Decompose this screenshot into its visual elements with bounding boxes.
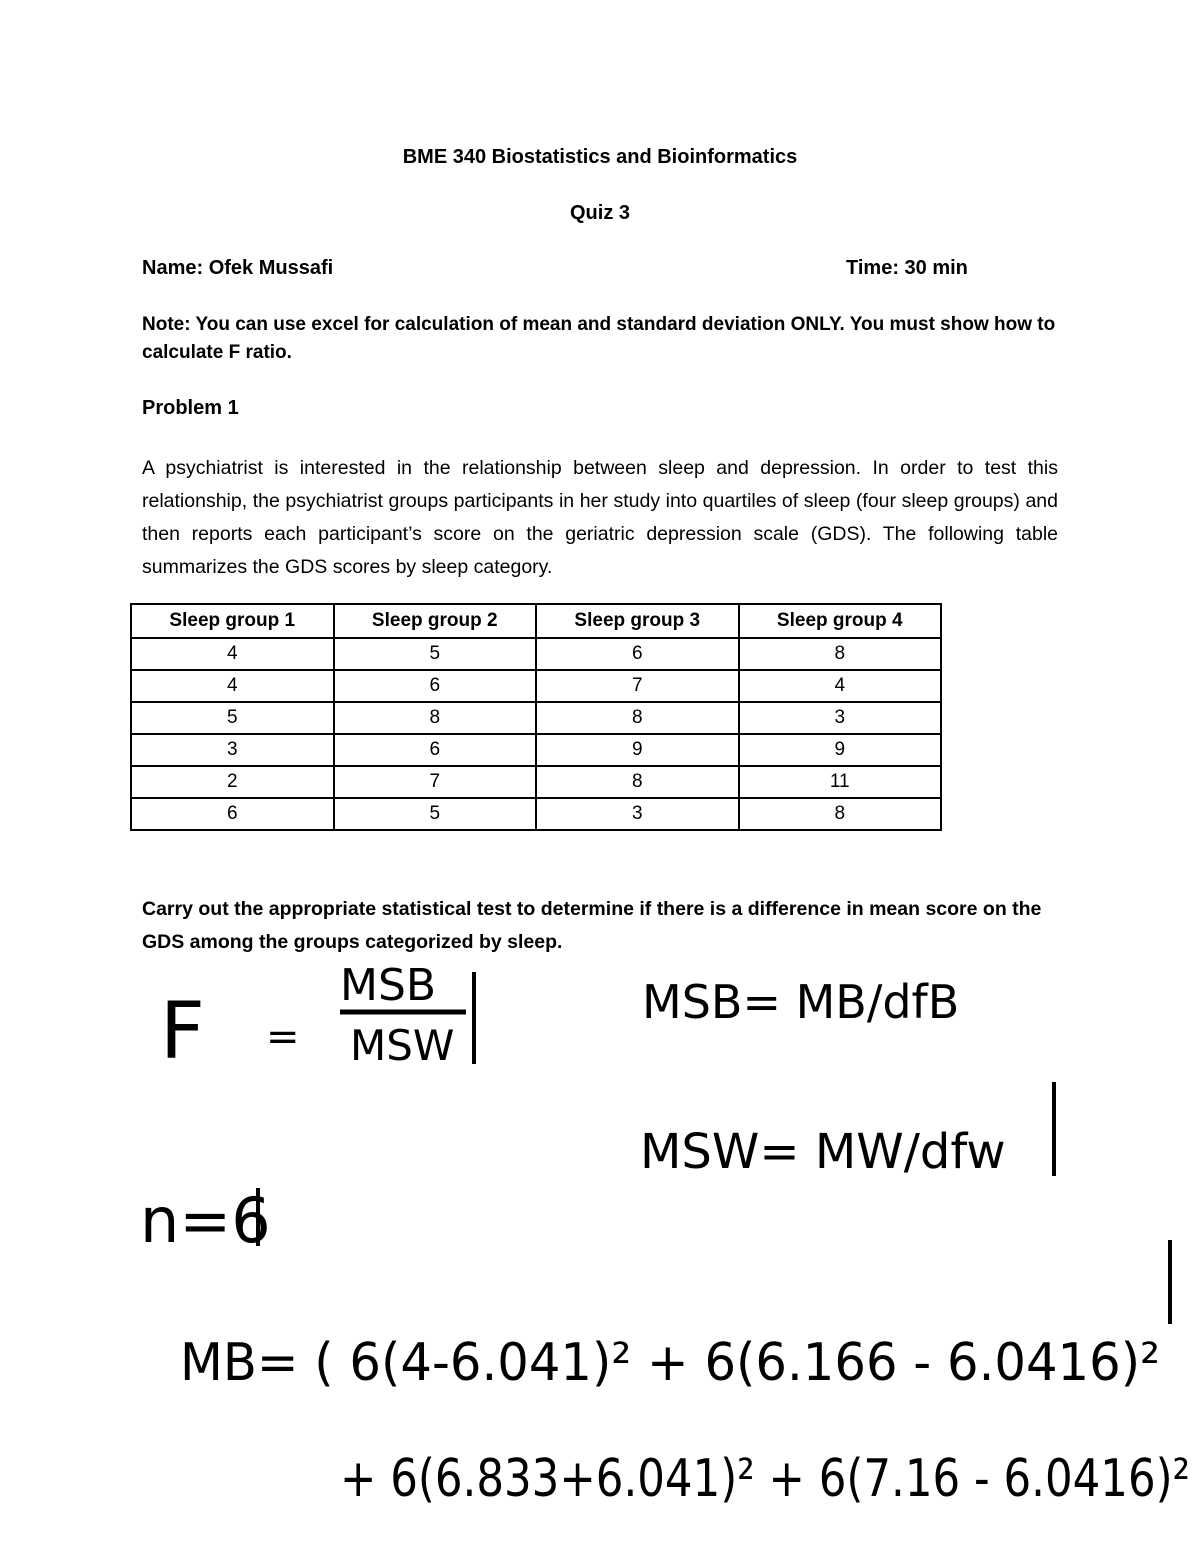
table-cell: 8: [739, 798, 942, 830]
table-cell: 2: [131, 766, 334, 798]
table-cell: 8: [739, 638, 942, 670]
table-cell: 4: [131, 638, 334, 670]
table-cell: 6: [334, 734, 537, 766]
hw-f-label: F: [160, 987, 205, 1077]
table-cell: 7: [536, 670, 739, 702]
hw-msw: MSW: [350, 1021, 455, 1070]
column-header: Sleep group 1: [131, 604, 334, 638]
table-row: [131, 766, 941, 798]
problem-heading: Problem 1: [142, 397, 239, 419]
hw-equals: =: [266, 1014, 300, 1060]
hw-msb-formula: MSB= MB/dfB: [642, 975, 960, 1029]
table-cell: 6: [334, 670, 537, 702]
table-cell: 9: [739, 734, 942, 766]
table-row: [131, 670, 941, 702]
table-cell: 3: [739, 702, 942, 734]
problem-description: A psychiatrist is interested in the relationship between sleep and depression. In order to test this relationship, the psychiatrist groups participants in her study into quartiles of sleep (four sleep groups) and then reports each participant’s score on the geriatric depression scale (GDS). The following table summarizes the GDS scores by sleep category.: [142, 457, 1058, 578]
student-name: Name: Ofek Mussafi: [142, 257, 334, 279]
table-cell: 8: [536, 766, 739, 798]
table-row: [131, 638, 941, 670]
handwritten-work: [0, 950, 1200, 1550]
table-cell: 5: [334, 638, 537, 670]
table-cell: 5: [334, 798, 537, 830]
instructions-note: Note: You can use excel for calculation of mean and standard deviation ONLY. You must show how to calculate F ratio.: [142, 314, 1056, 363]
table-cell: 3: [131, 734, 334, 766]
table-cell: 6: [536, 638, 739, 670]
table-row: [131, 702, 941, 734]
gds-scores-table: [130, 603, 942, 831]
table-cell: 4: [131, 670, 334, 702]
quiz-label: Quiz 3: [569, 202, 630, 224]
table-cell: 9: [536, 734, 739, 766]
hw-msw-formula: MSW= MW/dfw: [640, 1124, 1006, 1180]
course-title: BME 340 Biostatistics and Bioinformatics: [402, 146, 798, 168]
time-limit: Time: 30 min: [846, 257, 968, 279]
table-row: [131, 734, 941, 766]
table-cell: 11: [739, 766, 942, 798]
hw-mb-line-2: + 6(6.833+6.041)² + 6(7.16 - 6.0416)²: [340, 1449, 1190, 1509]
column-header: Sleep group 4: [739, 604, 942, 638]
hw-n-value: n=6: [140, 1184, 271, 1257]
table-cell: 7: [334, 766, 537, 798]
hw-mb-line-1: MB= ( 6(4-6.041)² + 6(6.166 - 6.0416)²: [180, 1333, 1160, 1393]
table-cell: 8: [536, 702, 739, 734]
column-header: Sleep group 2: [334, 604, 537, 638]
table-cell: 3: [536, 798, 739, 830]
table-cell: 8: [334, 702, 537, 734]
table-header-row: [131, 604, 941, 638]
table-row: [131, 798, 941, 830]
column-header: Sleep group 3: [536, 604, 739, 638]
table-cell: 5: [131, 702, 334, 734]
hw-msb: MSB: [340, 960, 437, 1011]
table-cell: 4: [739, 670, 942, 702]
problem-question: Carry out the appropriate statistical test to determine if there is a difference in mean score on the GDS among the groups categorized by sleep.: [142, 898, 1042, 953]
table-cell: 6: [131, 798, 334, 830]
